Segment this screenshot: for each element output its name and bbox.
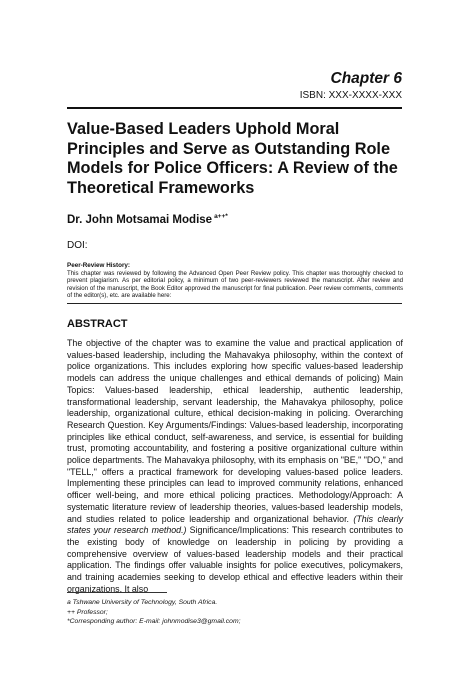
author-name: Dr. John Motsamai Modise — [67, 214, 213, 226]
author-line — [67, 213, 228, 226]
footnote-title: ++ Professor; — [67, 608, 108, 616]
abstract-body — [67, 338, 403, 594]
peer-review-history — [67, 262, 403, 299]
author-affiliation-marks: a++* — [214, 213, 228, 220]
section-divider — [67, 303, 402, 304]
top-divider — [67, 107, 402, 109]
abstract-italic-note: (This clearly states your research method.) — [67, 513, 403, 536]
peer-review-heading: Peer-Review History: — [67, 262, 130, 269]
peer-review-body: This chapter was reviewed by following the Advanced Open Peer Review policy. This chapter was thoroughly checked to prevent plagiarism. As per editorial policy, a minimum of two peer-reviewers reviewed the manuscript. After review and revision of the manuscript, the Book Editor approved the manuscript for final publication. Peer review comments, comments of the editor(s), etc. are available here: — [67, 270, 403, 299]
footnote-divider — [67, 592, 167, 593]
abstract-text-part-1: The objective of the chapter was to examine the value and practical application of values-based leadership, including the Mahavakya philosophy, within the context of police organizations. This includes exploring how specific values-based leadership models can address the unique challenges and ethical demands of policing) Main Topics: Values-based leadership, ethical leadership, authentic leadership, transformational leadership, servant leadership, the Mahavakya philosophy, police leadership, organizational culture, ethical decision-making in policing. Overarching Research Question. Key Arguments/Findings: Values-based leadership, incorporating principles like ethical conduct, self-awareness, and service, is essential for building trust, promoting accountability, and fostering a positive organizational culture within police departments. The Mahavakya philosophy, with its emphasis on "BE," "DO," and "TELL," offers a practical framework for developing values-based police leaders. Implementing these principles can lead to improved community relations, enhanced officer well-being, and more ethical policing practices. Methodology/Approach: A systematic literature review of leadership theories, values-based leadership models, and studies related to police leadership and organizational behavior. — [67, 338, 403, 524]
chapter-title: Value-Based Leaders Uphold Moral Principles and Serve as Outstanding Role Models for Police Officers: A Review of the Theoretical Frameworks — [67, 120, 398, 197]
doi-label: DOI: — [67, 240, 88, 251]
footnotes — [67, 598, 403, 627]
abstract-heading: ABSTRACT — [67, 318, 128, 330]
chapter-header — [300, 70, 402, 102]
footnote-corresponding: *Corresponding author: E-mail: johnmodise3@gmail.com; — [67, 618, 241, 625]
isbn: ISBN: XXX-XXXX-XXX — [299, 90, 402, 101]
chapter-number: Chapter 6 — [330, 70, 402, 87]
footnote-affiliation: a Tshwane University of Technology, South Africa. — [67, 599, 218, 606]
abstract-text-part-2: Significance/Implications: This research contributes to the existing body of knowledge on leadership in policing by providing a comprehensive overview of values-based leadership models and their practical application. The findings offer valuable insights for police executives, policymakers, and training academies seeking to develop ethical and effective leaders within their organizations. It also — [67, 525, 403, 594]
